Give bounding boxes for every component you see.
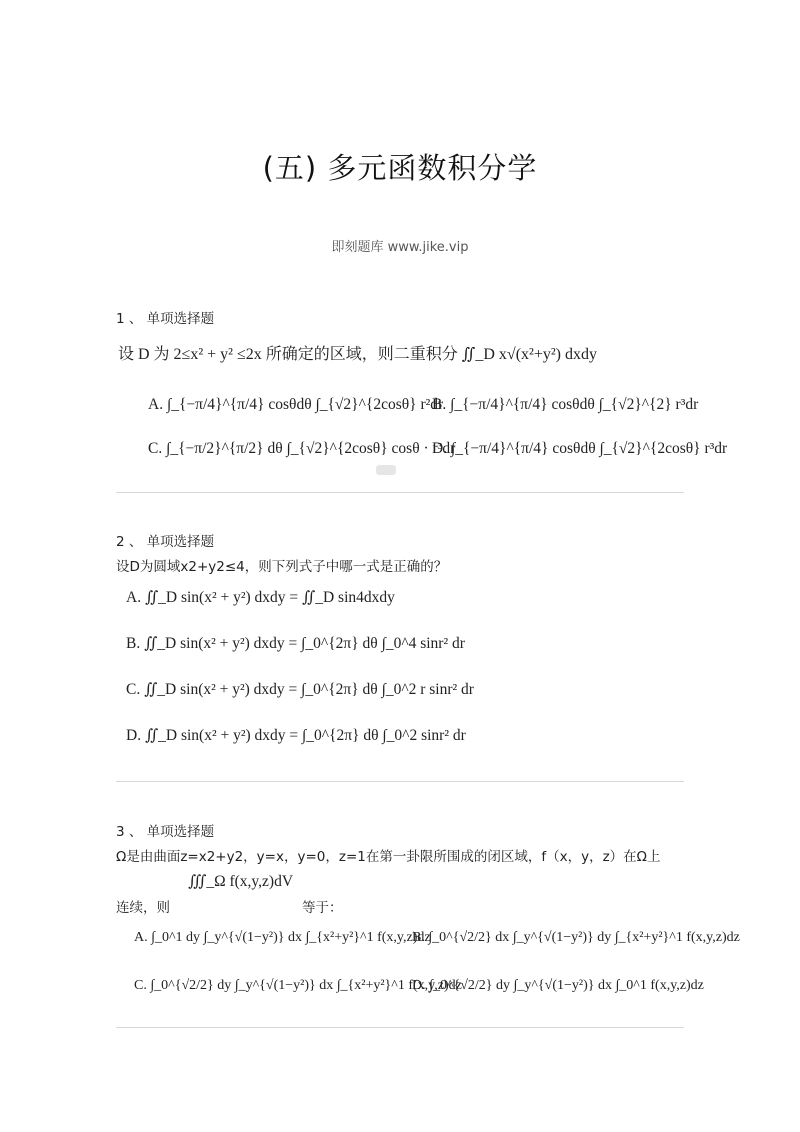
question-1-option-a: A. ∫_{−π/4}^{π/4} cosθdθ ∫_{√2}^{2cosθ} r²dr (148, 396, 444, 413)
scan-artifact (376, 465, 396, 475)
question-3-stem-integral: ∭_Ω f(x,y,z)dV (188, 873, 294, 890)
question-2-option-d: D. ∬_D sin(x² + y²) dxdy = ∫_0^{2π} dθ ∫_0^2 sinr² dr (126, 727, 466, 744)
question-3-stem-prefix: 连续，则 (116, 900, 170, 916)
question-1-option-c: C. ∫_{−π/2}^{π/2} dθ ∫_{√2}^{2cosθ} cosθ · r³dr (148, 440, 456, 457)
question-1-stem: 设 D 为 2≤x² + y² ≤2x 所确定的区域，则二重积分 ∬_D x√(x²+y²) dxdy (118, 346, 597, 363)
question-2-option-c: C. ∬_D sin(x² + y²) dxdy = ∫_0^{2π} dθ ∫_0^2 r sinr² dr (126, 681, 474, 698)
question-3-option-a: A. ∫_0^1 dy ∫_y^{√(1−y²)} dx ∫_{x²+y²}^1 f(x,y,z)dz (134, 930, 431, 945)
question-3-stem-suffix: 等于： (302, 900, 343, 916)
question-2-stem: 设D为圆域x2+y2≤4，则下列式子中哪一式是正确的？ (116, 559, 448, 575)
question-3-option-c: C. ∫_0^{√2/2} dy ∫_y^{√(1−y²)} dx ∫_{x²+y²}^1 f(x,y,z)dz (134, 978, 462, 993)
question-3-option-d: D. ∫_0^{√2/2} dy ∫_y^{√(1−y²)} dx ∫_0^1 f(x,y,z)dz (412, 978, 704, 993)
page-subtitle: 即刻题库 www.jike.vip (331, 240, 469, 255)
question-1-label: 1 、 单项选择题 (116, 311, 215, 327)
question-2-label: 2 、 单项选择题 (116, 534, 215, 550)
divider (116, 781, 684, 782)
question-1-option-d: D. ∫_{−π/4}^{π/4} cosθdθ ∫_{√2}^{2cosθ} r³dr (432, 440, 728, 457)
divider (116, 492, 684, 493)
question-3-option-b: B. ∫_0^{√2/2} dx ∫_y^{√(1−y²)} dy ∫_{x²+y²}^1 f(x,y,z)dz (412, 930, 740, 945)
question-2-option-a: A. ∬_D sin(x² + y²) dxdy = ∬_D sin4dxdy (126, 589, 395, 606)
question-3-label: 3 、 单项选择题 (116, 824, 215, 840)
question-3-stem: Ω是由曲面z=x2+y2，y=x，y=0，z=1在第一卦限所围成的闭区域，f（x，y，z）在Ω上 (116, 849, 661, 865)
divider (116, 1027, 684, 1028)
page-title: (五) 多元函数积分学 (262, 151, 538, 185)
question-1-option-b: B. ∫_{−π/4}^{π/4} cosθdθ ∫_{√2}^{2} r³dr (432, 396, 699, 413)
question-2-option-b: B. ∬_D sin(x² + y²) dxdy = ∫_0^{2π} dθ ∫_0^4 sinr² dr (126, 635, 465, 652)
